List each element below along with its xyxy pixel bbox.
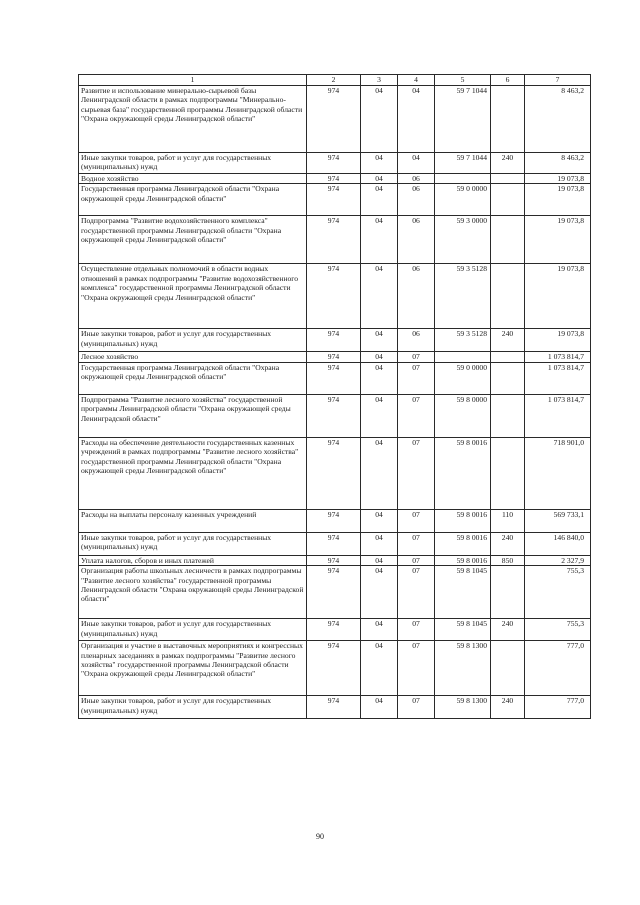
header-cell: 2 xyxy=(307,75,361,86)
expense-type-cell xyxy=(491,86,525,153)
target-article-cell: 59 8 0016 xyxy=(435,555,491,565)
amount-cell: 8 463,2 xyxy=(525,86,591,153)
table-row xyxy=(79,329,591,352)
subsection-cell: 04 xyxy=(398,86,435,153)
row-name-cell: Лесное хозяйство xyxy=(79,352,307,362)
target-article-cell xyxy=(435,352,491,362)
amount-cell: 755,3 xyxy=(525,566,591,619)
table-row xyxy=(79,619,591,641)
table-row xyxy=(79,696,591,719)
amount-cell: 777,0 xyxy=(525,696,591,719)
target-article-cell: 59 8 1045 xyxy=(435,566,491,619)
target-article-cell: 59 8 1300 xyxy=(435,696,491,719)
expense-type-cell: 110 xyxy=(491,509,525,532)
section-cell: 04 xyxy=(361,394,398,437)
target-article-cell: 59 8 0000 xyxy=(435,394,491,437)
table-row xyxy=(79,566,591,619)
amount-cell: 19 073,8 xyxy=(525,184,591,216)
admin-code-cell: 974 xyxy=(307,641,361,696)
expense-type-cell xyxy=(491,394,525,437)
section-cell: 04 xyxy=(361,509,398,532)
target-article-cell: 59 7 1044 xyxy=(435,86,491,153)
target-article-cell: 59 8 0016 xyxy=(435,532,491,555)
section-cell: 04 xyxy=(361,362,398,394)
expense-type-cell xyxy=(491,362,525,394)
row-name-cell: Иные закупки товаров, работ и услуг для государственных (муниципальных) нужд xyxy=(79,153,307,174)
table-row xyxy=(79,362,591,394)
admin-code-cell: 974 xyxy=(307,216,361,264)
table-row xyxy=(79,86,591,153)
expense-type-cell: 240 xyxy=(491,619,525,641)
row-name-cell: Уплата налогов, сборов и иных платежей xyxy=(79,555,307,565)
row-name-cell: Государственная программа Ленинградской области "Охрана окружающей среды Ленинградской области" xyxy=(79,184,307,216)
subsection-cell: 06 xyxy=(398,264,435,329)
subsection-cell: 07 xyxy=(398,555,435,565)
target-article-cell: 59 3 5128 xyxy=(435,329,491,352)
table-row xyxy=(79,264,591,329)
subsection-cell: 07 xyxy=(398,619,435,641)
admin-code-cell: 974 xyxy=(307,532,361,555)
subsection-cell: 07 xyxy=(398,362,435,394)
admin-code-cell: 974 xyxy=(307,352,361,362)
section-cell: 04 xyxy=(361,184,398,216)
admin-code-cell: 974 xyxy=(307,566,361,619)
section-cell: 04 xyxy=(361,329,398,352)
amount-cell: 1 073 814,7 xyxy=(525,394,591,437)
section-cell: 04 xyxy=(361,696,398,719)
row-name-cell: Государственная программа Ленинградской области "Охрана окружающей среды Ленинградской области" xyxy=(79,362,307,394)
header-cell: 4 xyxy=(398,75,435,86)
admin-code-cell: 974 xyxy=(307,264,361,329)
amount-cell: 1 073 814,7 xyxy=(525,352,591,362)
expense-type-cell: 240 xyxy=(491,696,525,719)
admin-code-cell: 974 xyxy=(307,184,361,216)
subsection-cell: 07 xyxy=(398,696,435,719)
subsection-cell: 06 xyxy=(398,184,435,216)
expense-type-cell xyxy=(491,216,525,264)
expense-type-cell xyxy=(491,264,525,329)
expense-type-cell xyxy=(491,174,525,184)
table-row xyxy=(79,555,591,565)
row-name-cell: Иные закупки товаров, работ и услуг для государственных (муниципальных) нужд xyxy=(79,532,307,555)
amount-cell: 777,0 xyxy=(525,641,591,696)
expense-type-cell xyxy=(491,566,525,619)
table-row xyxy=(79,437,591,509)
section-cell: 04 xyxy=(361,86,398,153)
target-article-cell: 59 3 0000 xyxy=(435,216,491,264)
amount-cell: 19 073,8 xyxy=(525,174,591,184)
target-article-cell: 59 8 1045 xyxy=(435,619,491,641)
amount-cell: 19 073,8 xyxy=(525,264,591,329)
row-name-cell: Организация работы школьных лесничеств в рамках подпрограммы "Развитие лесного хозяйства" государственной программы Ленинградской области "Охрана окружающей среды Ленинградской области" xyxy=(79,566,307,619)
section-cell: 04 xyxy=(361,153,398,174)
table-row xyxy=(79,174,591,184)
section-cell: 04 xyxy=(361,264,398,329)
table-row xyxy=(79,216,591,264)
subsection-cell: 07 xyxy=(398,352,435,362)
admin-code-cell: 974 xyxy=(307,555,361,565)
table-row xyxy=(79,352,591,362)
subsection-cell: 07 xyxy=(398,394,435,437)
admin-code-cell: 974 xyxy=(307,696,361,719)
page-number: 90 xyxy=(316,832,324,841)
subsection-cell: 07 xyxy=(398,437,435,509)
section-cell: 04 xyxy=(361,437,398,509)
amount-cell: 19 073,8 xyxy=(525,216,591,264)
expense-type-cell: 850 xyxy=(491,555,525,565)
row-name-cell: Расходы на выплаты персоналу казенных учреждений xyxy=(79,509,307,532)
row-name-cell: Развитие и использование минерально-сырьевой базы Ленинградской области в рамках подпрограммы "Минерально-сырьевая база" государственной программы Ленинградской области "Охрана окружающей среды Ленинградской области" xyxy=(79,86,307,153)
section-cell: 04 xyxy=(361,619,398,641)
admin-code-cell: 974 xyxy=(307,509,361,532)
amount-cell: 8 463,2 xyxy=(525,153,591,174)
admin-code-cell: 974 xyxy=(307,619,361,641)
target-article-cell: 59 8 0016 xyxy=(435,509,491,532)
table-row xyxy=(79,509,591,532)
admin-code-cell: 974 xyxy=(307,394,361,437)
section-cell: 04 xyxy=(361,352,398,362)
table-row xyxy=(79,394,591,437)
target-article-cell: 59 0 0000 xyxy=(435,362,491,394)
expense-type-cell xyxy=(491,437,525,509)
subsection-cell: 07 xyxy=(398,641,435,696)
admin-code-cell: 974 xyxy=(307,329,361,352)
amount-cell: 755,3 xyxy=(525,619,591,641)
admin-code-cell: 974 xyxy=(307,437,361,509)
section-cell: 04 xyxy=(361,532,398,555)
header-cell: 5 xyxy=(435,75,491,86)
subsection-cell: 06 xyxy=(398,329,435,352)
expense-type-cell xyxy=(491,184,525,216)
row-name-cell: Водное хозяйство xyxy=(79,174,307,184)
section-cell: 04 xyxy=(361,641,398,696)
header-cell: 3 xyxy=(361,75,398,86)
expense-type-cell: 240 xyxy=(491,153,525,174)
subsection-cell: 04 xyxy=(398,153,435,174)
admin-code-cell: 974 xyxy=(307,86,361,153)
table-row xyxy=(79,184,591,216)
header-cell: 6 xyxy=(491,75,525,86)
amount-cell: 1 073 814,7 xyxy=(525,362,591,394)
amount-cell: 569 733,1 xyxy=(525,509,591,532)
expense-type-cell: 240 xyxy=(491,532,525,555)
row-name-cell: Подпрограмма "Развитие лесного хозяйства" государственной программы Ленинградской области "Охрана окружающей среды Ленинградской области" xyxy=(79,394,307,437)
target-article-cell: 59 0 0000 xyxy=(435,184,491,216)
table-row xyxy=(79,532,591,555)
header-cell: 1 xyxy=(79,75,307,86)
target-article-cell: 59 8 1300 xyxy=(435,641,491,696)
table-row xyxy=(79,641,591,696)
section-cell: 04 xyxy=(361,555,398,565)
table-row xyxy=(79,153,591,174)
target-article-cell: 59 3 5128 xyxy=(435,264,491,329)
admin-code-cell: 974 xyxy=(307,153,361,174)
row-name-cell: Организация и участие в выставочных мероприятиях и конгрессных пленарных заседаниях в рамках подпрограммы "Развитие лесного хозяйства" государственной программы Ленинградской области "Охрана окружающей среды Ленинградской области" xyxy=(79,641,307,696)
subsection-cell: 07 xyxy=(398,566,435,619)
header-cell: 7 xyxy=(525,75,591,86)
admin-code-cell: 974 xyxy=(307,174,361,184)
target-article-cell: 59 7 1044 xyxy=(435,153,491,174)
expense-type-cell xyxy=(491,641,525,696)
target-article-cell: 59 8 0016 xyxy=(435,437,491,509)
row-name-cell: Иные закупки товаров, работ и услуг для государственных (муниципальных) нужд xyxy=(79,696,307,719)
target-article-cell xyxy=(435,174,491,184)
row-name-cell: Расходы на обеспечение деятельности государственных казенных учреждений в рамках подпрограммы "Развитие лесного хозяйства" государственной программы Ленинградской области "Охрана окружающей среды Ленинградской области" xyxy=(79,437,307,509)
subsection-cell: 06 xyxy=(398,216,435,264)
row-name-cell: Осуществление отдельных полномочий в области водных отношений в рамках подпрограммы "Развитие водохозяйственного комплекса" государственной программы Ленинградской области "Охрана окружающей среды Ленинградской области" xyxy=(79,264,307,329)
expense-type-cell xyxy=(491,352,525,362)
amount-cell: 2 327,9 xyxy=(525,555,591,565)
column-number-header xyxy=(79,75,591,86)
row-name-cell: Иные закупки товаров, работ и услуг для государственных (муниципальных) нужд xyxy=(79,329,307,352)
amount-cell: 146 840,0 xyxy=(525,532,591,555)
amount-cell: 718 901,0 xyxy=(525,437,591,509)
budget-table xyxy=(78,74,591,719)
subsection-cell: 06 xyxy=(398,174,435,184)
section-cell: 04 xyxy=(361,216,398,264)
admin-code-cell: 974 xyxy=(307,362,361,394)
row-name-cell: Подпрограмма "Развитие водохозяйственного комплекса" государственной программы Ленинградской области "Охрана окружающей среды Ленинградской области" xyxy=(79,216,307,264)
subsection-cell: 07 xyxy=(398,509,435,532)
row-name-cell: Иные закупки товаров, работ и услуг для государственных (муниципальных) нужд xyxy=(79,619,307,641)
expense-type-cell: 240 xyxy=(491,329,525,352)
section-cell: 04 xyxy=(361,566,398,619)
subsection-cell: 07 xyxy=(398,532,435,555)
amount-cell: 19 073,8 xyxy=(525,329,591,352)
section-cell: 04 xyxy=(361,174,398,184)
